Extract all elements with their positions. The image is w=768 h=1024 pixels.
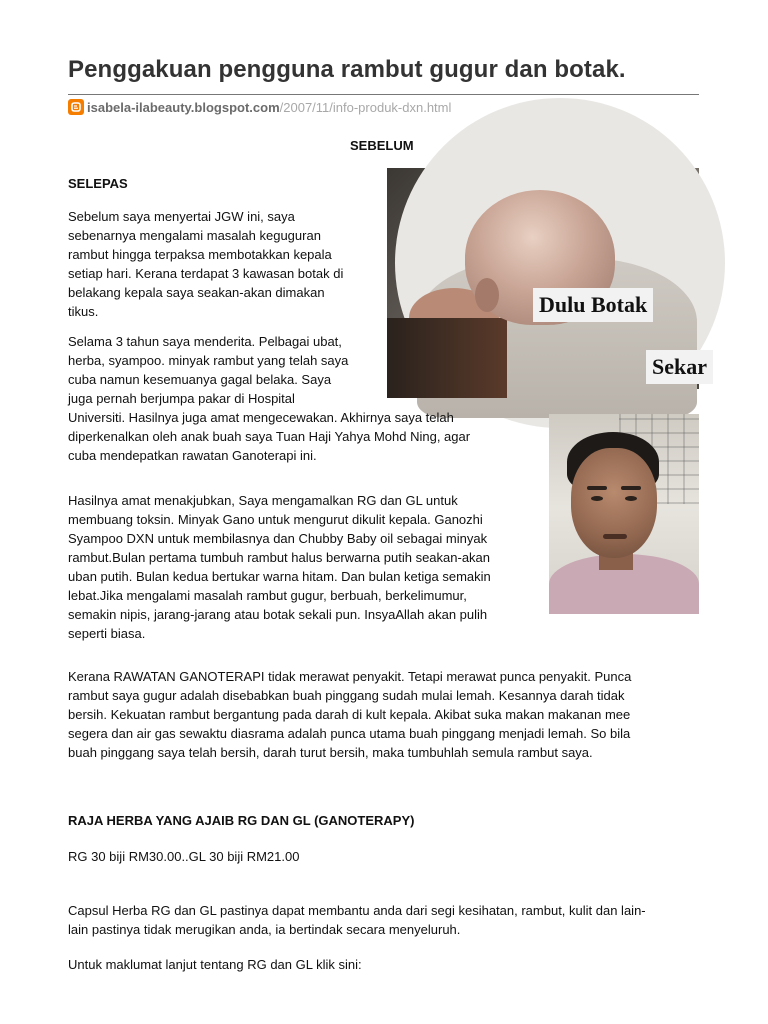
paragraph-3-line: semakin nipis, jarang-jarang atau botak sekali pun. InsyaAllah akan pulih bbox=[68, 607, 488, 622]
paragraph-1-line: Sebelum saya menyertai JGW ini, saya bbox=[68, 209, 295, 224]
price-line: RG 30 biji RM30.00..GL 30 biji RM21.00 bbox=[68, 849, 300, 864]
paragraph-2-line: herba, syampoo. minyak rambut yang telah saya bbox=[68, 353, 349, 368]
paragraph-6: Untuk maklumat lanjut tentang RG dan GL klik sini: bbox=[68, 957, 362, 972]
paragraph-2-line: Universiti. Hasilnya juga amat mengecewakan. Akhirnya saya telah bbox=[68, 410, 454, 425]
paragraph-3-line: rambut.Bulan pertama tumbuh rambut halus berwarna putih seakan-akan bbox=[68, 550, 491, 565]
paragraph-2-line: juga pernah berjumpa pakar di Hospital bbox=[68, 391, 295, 406]
paragraph-1-line: sebenarnya mengalami masalah keguguran bbox=[68, 228, 321, 243]
blogger-icon bbox=[68, 99, 84, 115]
paragraph-3-line: uban putih. Bulan kedua bertukar warna hitam. Dan bulan ketiga semakin bbox=[68, 569, 491, 584]
paragraph-1-line: rambut hingga terpaksa membotakkan kepala bbox=[68, 247, 332, 262]
title-divider bbox=[68, 94, 699, 95]
paragraph-2 bbox=[68, 332, 470, 465]
paragraph-3-line: lebat.Jika mengalami masalah rambut gugur, berbuah, berkelimumur, bbox=[68, 588, 467, 603]
paragraph-3 bbox=[68, 491, 491, 643]
paragraph-2-line: cuba mendepatkan rawatan Ganoterapi ini. bbox=[68, 448, 317, 463]
paragraph-2-line: cuba namun kesemuanya gagal belaka. Saya bbox=[68, 372, 332, 387]
heading-selepas: SELEPAS bbox=[68, 176, 128, 191]
source-domain[interactable]: isabela-ilabeauty.blogspot.com bbox=[87, 100, 280, 115]
paragraph-2-line: Selama 3 tahun saya menderita. Pelbagai ubat, bbox=[68, 334, 342, 349]
paragraph-5-line: lain pastinya tidak merugikan anda, ia bertindak secara menyeluruh. bbox=[68, 922, 461, 937]
paragraph-1-line: setiap hari. Kerana terdapat 3 kawasan botak di bbox=[68, 266, 344, 281]
paragraph-1-line: tikus. bbox=[68, 304, 99, 319]
heading-sebelum: SEBELUM bbox=[350, 138, 414, 153]
paragraph-4-line: Kerana RAWATAN GANOTERAPI tidak merawat penyakit. Tetapi merawat punca penyakit. Punca bbox=[68, 669, 632, 684]
photo-before-label: Dulu Botak bbox=[533, 288, 653, 322]
paragraph-5 bbox=[68, 901, 646, 939]
paragraph-4 bbox=[68, 667, 631, 762]
page-title: Penggakuan pengguna rambut gugur dan botak. bbox=[68, 56, 626, 83]
paragraph-5-line: Capsul Herba RG dan GL pastinya dapat membantu anda dari segi kesihatan, rambut, kulit dan lain- bbox=[68, 903, 646, 918]
paragraph-1-line: belakang kepala saya seakan-akan dimakan bbox=[68, 285, 325, 300]
paragraph-4-line: bersih. Kekuatan rambut bergantung pada darah di kult kepala. Akibat suka makan makanan mee bbox=[68, 707, 631, 722]
paragraph-3-line: Syampoo DXN untuk membilasnya dan Chubby Baby oil sebagai minyak bbox=[68, 531, 488, 546]
paragraph-3-line: membuang toksin. Minyak Gano untuk mengurut dikulit kepala. Ganozhi bbox=[68, 512, 483, 527]
paragraph-4-line: segera dan air gas sewaktu diasrama adalah punca utama buah pinggang menjadi lemah. So bila bbox=[68, 726, 631, 741]
paragraph-4-line: buah pinggang saya telah bersih, darah turut bersih, maka tumbuhlah semula rambut saya. bbox=[68, 745, 593, 760]
paragraph-3-line: seperti biasa. bbox=[68, 626, 146, 641]
source-path[interactable]: /2007/11/info-produk-dxn.html bbox=[279, 100, 452, 115]
photo-after bbox=[549, 414, 699, 601]
source-link[interactable] bbox=[68, 99, 451, 117]
paragraph-1 bbox=[68, 207, 343, 321]
heading-raja-herba: RAJA HERBA YANG AJAIB RG DAN GL (GANOTERAPY) bbox=[68, 813, 415, 828]
paragraph-3-line: Hasilnya amat menakjubkan, Saya mengamalkan RG dan GL untuk bbox=[68, 493, 458, 508]
paragraph-2-line: diperkenalkan oleh anak buah saya Tuan Haji Yahya Mohd Ning, agar bbox=[68, 429, 471, 444]
paragraph-4-line: rambut saya gugur adalah disebabkan buah pinggang sudah mulai lemah. Kesannya darah tidak bbox=[68, 688, 625, 703]
photo-before-label-partial: Sekar bbox=[646, 350, 713, 384]
